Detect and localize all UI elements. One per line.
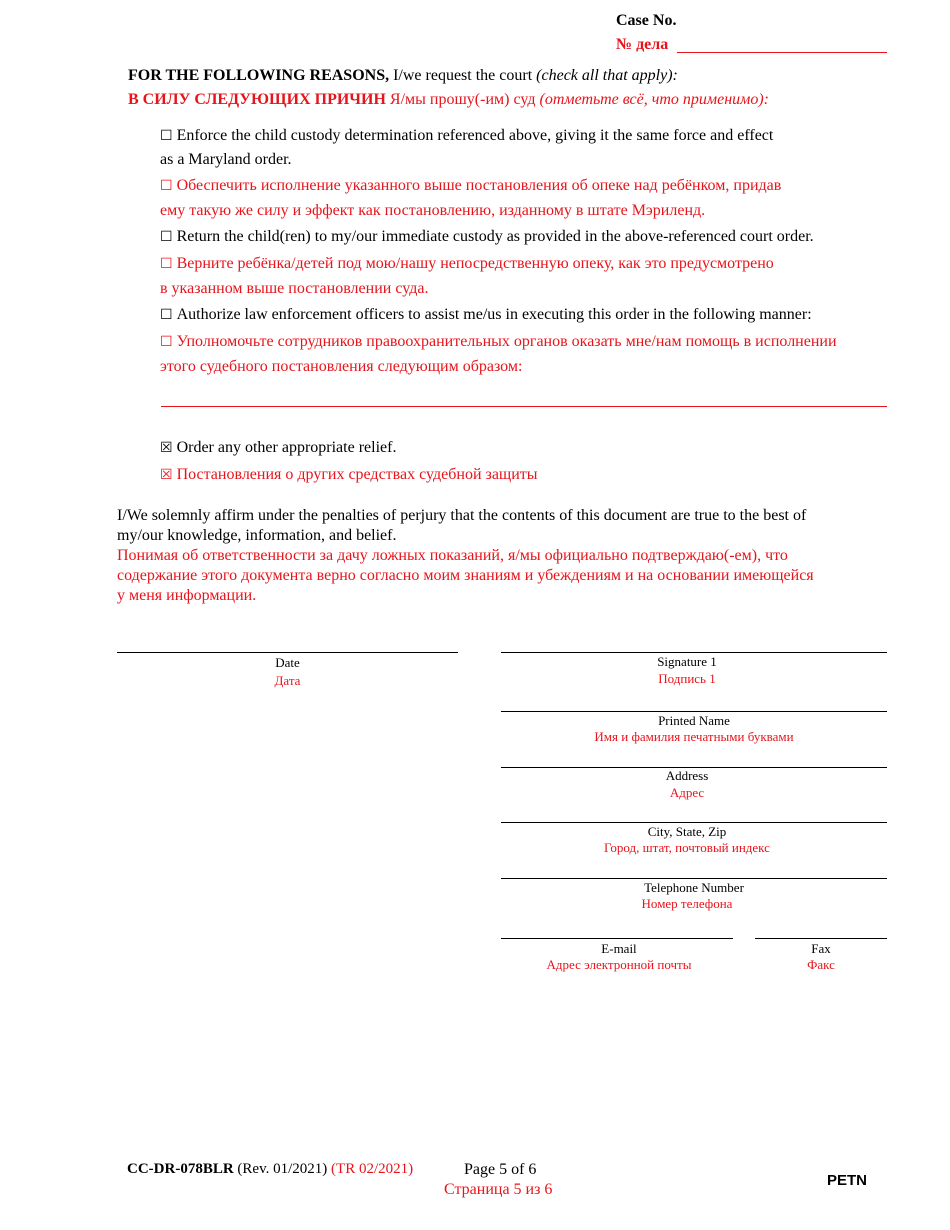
telephone-label-ru: Номер телефона — [641, 896, 733, 911]
option-enforce-checkbox-ru[interactable]: ☐ — [160, 178, 173, 194]
option-other-relief-text: Order any other appropriate relief. — [176, 439, 397, 456]
city-state-zip-field[interactable] — [501, 822, 887, 823]
option-other-relief-checkbox-ru[interactable]: ☒ — [160, 467, 173, 483]
affirm-text-ru-1: Понимая об ответственности за дачу ложных показаний, я/мы официально подтверждаю(-ем), что — [117, 547, 788, 564]
case-no-field[interactable] — [677, 52, 887, 53]
option-return-text-ru-2: в указанном выше постановлении суда. — [160, 280, 429, 297]
affirm-text-ru-2: содержание этого документа верно согласно моим знаниям и убеждениям и на основании имеющейся — [117, 567, 814, 584]
form-tr: (TR 02/2021) — [331, 1161, 414, 1177]
form-code: PETN — [827, 1172, 868, 1189]
option-return-checkbox[interactable]: ☐ — [160, 229, 173, 245]
email-field[interactable] — [501, 938, 733, 939]
option-authorize-text: Authorize law enforcement officers to assist me/us in executing this order in the following manner: — [176, 306, 812, 323]
reasons-intro-text-ru: Я/мы прошу(-им) суд — [385, 91, 540, 108]
option-authorize-checkbox[interactable]: ☐ — [160, 307, 173, 323]
option-return-ru — [160, 255, 774, 273]
option-enforce-text-ru: Обеспечить исполнение указанного выше постановления об опеке над ребёнком, придав — [176, 177, 782, 194]
option-return-text-ru: Верните ребёнка/детей под мою/нашу непосредственную опеку, как это предусмотрено — [176, 255, 774, 272]
printed-name-field[interactable] — [501, 711, 887, 712]
printed-name-label: Printed Name — [658, 713, 730, 728]
option-enforce-text-ru-2: ему такую же силу и эффект как постановлению, изданному в штате Мэриленд. — [160, 202, 706, 219]
affirm-text-1: I/We solemnly affirm under the penalties of perjury that the contents of this document are true to the best of — [117, 507, 807, 524]
page-number-ru: Страница 5 из 6 — [444, 1181, 553, 1198]
option-enforce-text-2: as a Maryland order. — [160, 151, 292, 168]
form-id-footer — [127, 1161, 413, 1178]
address-label-ru: Адрес — [669, 785, 705, 800]
date-label: Date — [275, 655, 300, 670]
option-enforce-text: Enforce the child custody determination referenced above, giving it the same force and effect — [176, 127, 774, 144]
option-enforce-checkbox[interactable]: ☐ — [160, 128, 173, 144]
form-id: CC-DR-078BLR — [127, 1161, 234, 1177]
date-label-ru: Дата — [274, 673, 301, 688]
reasons-intro-ru — [128, 91, 769, 109]
signature-label: Signature 1 — [657, 654, 717, 669]
page-number: Page 5 of 6 — [464, 1161, 537, 1178]
reasons-intro-bold: FOR THE FOLLOWING REASONS, — [128, 67, 390, 84]
affirm-text-2: my/our knowledge, information, and belief. — [117, 527, 397, 544]
telephone-field[interactable] — [501, 878, 887, 879]
option-return-checkbox-ru[interactable]: ☐ — [160, 256, 173, 272]
option-return — [160, 228, 814, 246]
reasons-intro-italic: (check all that apply): — [536, 67, 678, 84]
option-other-relief — [160, 439, 396, 457]
affirm-text-ru-3: у меня информации. — [117, 587, 257, 604]
option-other-relief-text-ru: Постановления о других средствах судебной защиты — [176, 466, 538, 483]
option-authorize-text-ru: Уполномочьте сотрудников правоохранительных органов оказать мне/нам помощь в исполнении — [176, 333, 837, 350]
authorize-manner-field[interactable] — [161, 406, 887, 407]
reasons-intro — [128, 67, 678, 85]
city-state-zip-label: City, State, Zip — [647, 824, 727, 839]
fax-label-ru: Факс — [807, 957, 835, 972]
option-authorize-text-ru-2: этого судебного постановления следующим образом: — [160, 358, 523, 375]
email-label: E-mail — [601, 941, 637, 956]
address-label: Address — [665, 768, 709, 783]
reasons-intro-italic-ru: (отметьте всё, что применимо): — [539, 91, 770, 108]
option-other-relief-ru — [160, 466, 538, 484]
printed-name-label-ru: Имя и фамилия печатными буквами — [594, 729, 794, 744]
option-other-relief-checkbox[interactable]: ☒ — [160, 440, 173, 456]
case-no-label-ru: № дела — [616, 36, 669, 53]
date-field[interactable] — [117, 652, 458, 653]
city-state-zip-label-ru: Город, штат, почтовый индекс — [604, 840, 770, 855]
form-rev: (Rev. 01/2021) — [233, 1161, 332, 1177]
option-authorize-checkbox-ru[interactable]: ☐ — [160, 334, 173, 350]
reasons-intro-text: I/we request the court — [389, 67, 537, 84]
email-label-ru: Адрес электронной почты — [546, 957, 692, 972]
fax-label: Fax — [811, 941, 831, 956]
signature-label-ru: Подпись 1 — [658, 671, 716, 686]
option-authorize — [160, 306, 812, 324]
reasons-intro-bold-ru: В СИЛУ СЛЕДУЮЩИХ ПРИЧИН — [128, 91, 386, 108]
telephone-label: Telephone Number — [644, 880, 744, 895]
option-enforce-ru — [160, 177, 781, 195]
option-authorize-ru — [160, 333, 837, 351]
case-no-label: Case No. — [616, 12, 677, 29]
option-return-text: Return the child(ren) to my/our immediate custody as provided in the above-referenced court order. — [176, 228, 814, 245]
signature-field[interactable] — [501, 652, 887, 653]
fax-field[interactable] — [755, 938, 887, 939]
option-enforce — [160, 127, 773, 145]
